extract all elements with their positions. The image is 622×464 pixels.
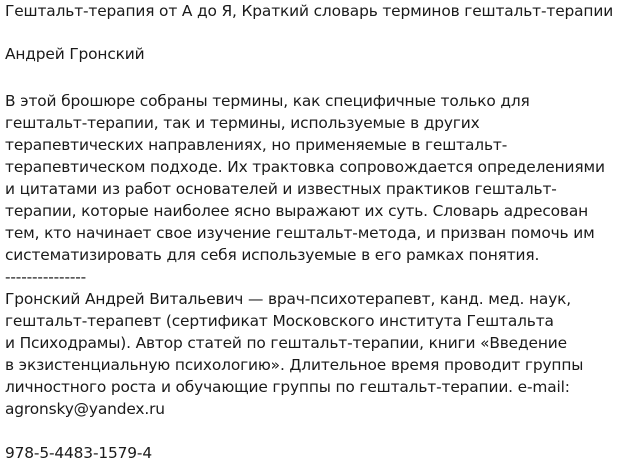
description-line: В этой брошюре собраны термины, как специфичные только для (5, 92, 530, 110)
description-line: гештальт-терапии, так и термины, используемые в других (5, 114, 480, 132)
separator: --------------- (5, 268, 87, 286)
description-line: терапевтических направлениях, но применяемые в гештальт- (5, 136, 508, 154)
description-line: и цитатами из работ основателей и известных практиков гештальт- (5, 180, 557, 198)
document-title: Гештальт-терапия от А до Я, Краткий словарь терминов гештальт-терапии (5, 2, 614, 20)
author-name: Андрей Гронский (5, 45, 145, 63)
description-line: терапии, которые наиболее ясно выражают их суть. Словарь адресован (5, 202, 589, 220)
description-line: систематизировать для себя используемые в его рамках понятия. (5, 246, 540, 264)
author-bio-line: гештальт-терапевт (сертификат Московского института Гештальта (5, 312, 554, 330)
author-bio-line: в экзистенциальную психологию». Длительное время проводит группы (5, 356, 584, 374)
author-bio-line: личностного роста и обучающие группы по гештальт-терапии. e-mail: (5, 378, 570, 396)
author-email: agronsky@yandex.ru (5, 400, 165, 418)
description-line: терапевтическом подходе. Их трактовка сопровождается определениями (5, 158, 605, 176)
isbn-number: 978-5-4483-1579-4 (5, 444, 152, 462)
description-line: тем, кто начинает свое изучение гештальт-метода, и призван помочь им (5, 224, 595, 242)
author-bio-line: Гронский Андрей Витальевич — врач-психотерапевт, канд. мед. наук, (5, 290, 572, 308)
author-bio-line: и Психодрамы). Автор статей по гештальт-терапии, книги «Введение (5, 334, 567, 352)
